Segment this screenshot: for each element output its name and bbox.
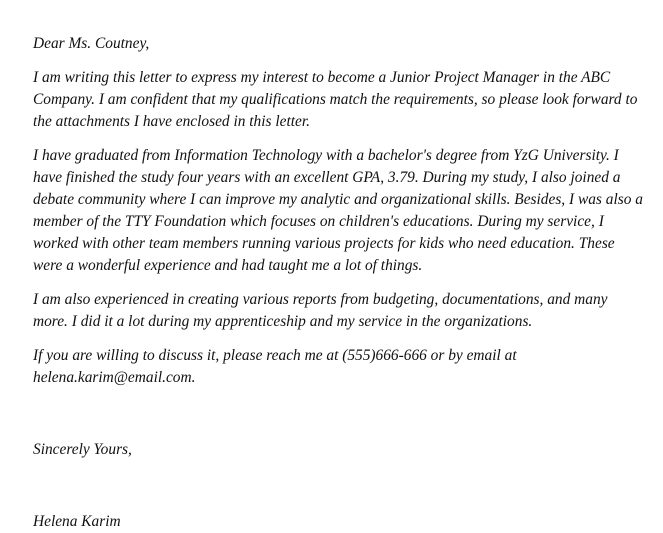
paragraph-experience: I am also experienced in creating various reports from budgeting, documentations, and many more. I did it a lot during my apprenticeship and my service in the organizations. xyxy=(33,291,608,330)
paragraph-contact: If you are willing to discuss it, please reach me at (555)666-666 or by email at helena.karim@email.com. xyxy=(33,347,517,386)
closing: Sincerely Yours, xyxy=(33,441,132,458)
paragraph-education: I have graduated from Information Technology with a bachelor's degree from YzG University. I have finished the study four years with an excellent GPA, 3.79. During my study, I also joined a debate community where I can improve my analytic and organizational skills. Besides, I was also a member of the TTY Foundation which focuses on children's educations. During my service, I worked with other team members running various projects for kids who need education. These were a wonderful experience and had taught me a lot of things. xyxy=(33,147,643,274)
salutation: Dear Ms. Coutney, xyxy=(33,35,150,52)
letter-body xyxy=(33,33,645,533)
paragraph-interest: I am writing this letter to express my interest to become a Junior Project Manager in the ABC Company. I am confident that my qualifications match the requirements, so please look forward to the attachments I have enclosed in this letter. xyxy=(33,69,638,130)
signature: Helena Karim xyxy=(33,513,121,530)
